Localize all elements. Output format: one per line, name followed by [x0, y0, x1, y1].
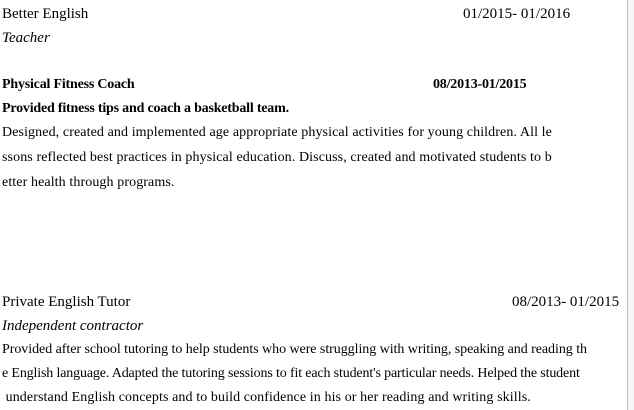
- page-edge-guide: [627, 0, 634, 410]
- job-description-line: ssons reflected best practices in physical education. Discuss, created and motivated students to b: [2, 150, 552, 165]
- job-dates: 01/2015- 01/2016: [463, 6, 571, 22]
- job-summary: Provided fitness tips and coach a basketball team.: [2, 101, 289, 116]
- job-description-line: Designed, created and implemented age appropriate physical activities for young children. All le: [2, 125, 552, 140]
- job-description-line: understand English concepts and to build confidence in his or her reading and writing skills.: [2, 390, 531, 405]
- job-role: Independent contractor: [2, 318, 144, 334]
- job-dates: 08/2013-01/2015: [433, 77, 527, 92]
- job-description-line: etter health through programs.: [2, 175, 175, 190]
- job-role: Teacher: [2, 30, 50, 46]
- job-title: Better English: [2, 6, 89, 22]
- job-title: Private English Tutor: [2, 294, 131, 310]
- job-dates: 08/2013- 01/2015: [512, 294, 620, 310]
- job-title: Physical Fitness Coach: [2, 77, 135, 92]
- job-description-line: Provided after school tutoring to help students who were struggling with writing, speaking and reading th: [2, 342, 587, 357]
- job-description-line: e English language. Adapted the tutoring sessions to fit each student's particular needs. Helped the student: [2, 366, 580, 381]
